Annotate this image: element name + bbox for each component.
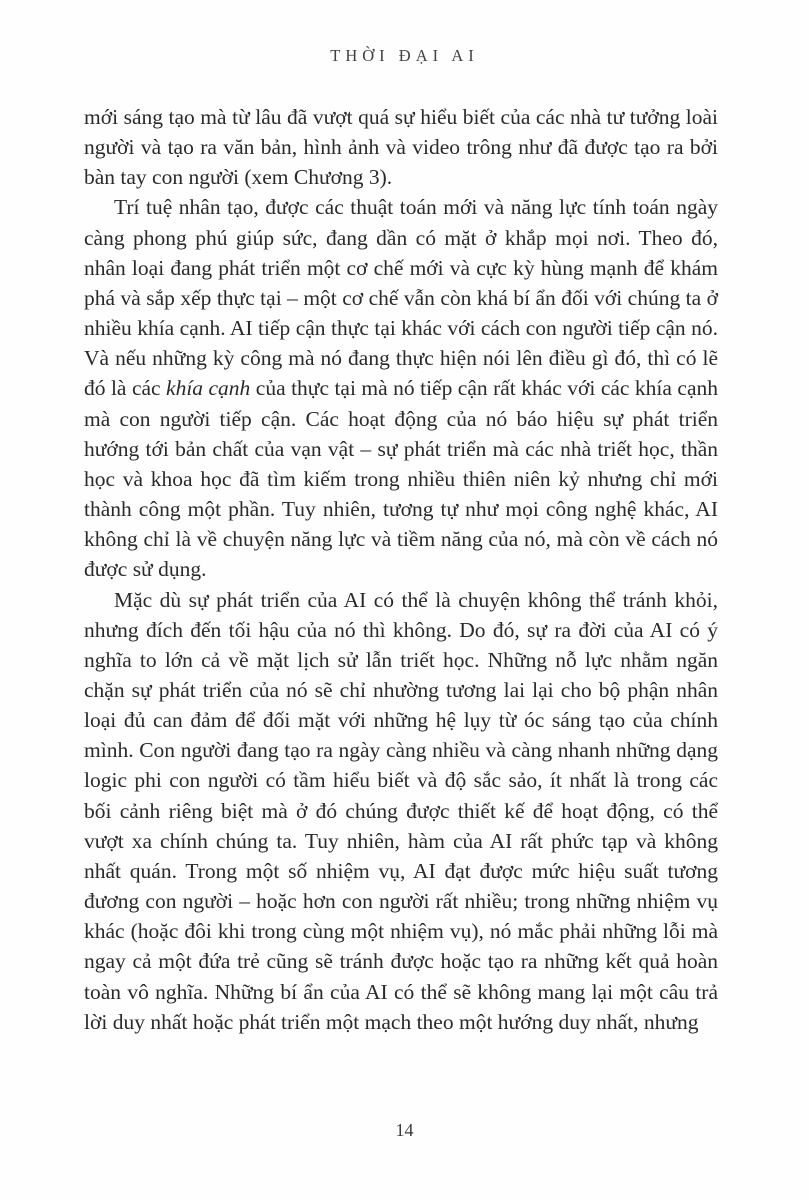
running-head [0, 46, 809, 66]
page-number: 14 [395, 1120, 414, 1140]
text-segment: mới sáng tạo mà từ lâu đã vượt quá sự hiểu biết của các nhà tư tưởng loài người và tạo ra văn bản, hình ảnh và video trông như đã được tạo ra bởi bàn tay con người (xem Chương 3). [84, 105, 718, 190]
paragraph [84, 102, 718, 192]
text-segment: Trí tuệ nhân tạo, được các thuật toán mới và năng lực tính toán ngày càng phong phú giúp sức, đang dần có mặt ở khắp mọi nơi. Theo đó, nhân loại đang phát triển một cơ chế mới và cực kỳ hùng mạnh để khám phá và sắp xếp thực tại – một cơ chế vẫn còn khá bí ẩn đối với chúng ta ở nhiều khía cạnh. AI tiếp cận thực tại khác với cách con người tiếp cận nó. Và nếu những kỳ công mà nó đang thực hiện nói lên điều gì đó, thì có lẽ đó là các [84, 195, 718, 401]
book-title: THỜI ĐẠI AI [330, 46, 479, 65]
italic-phrase: khía cạnh [166, 376, 251, 401]
paragraph [84, 192, 718, 584]
text-segment: của thực tại mà nó tiếp cận rất khác với các khía cạnh mà con người tiếp cận. Các hoạt động của nó báo hiệu sự phát triển hướng tới bản chất của vạn vật – sự phát triển mà các nhà triết học, thần học và khoa học đã tìm kiếm trong nhiều thiên niên kỷ nhưng chỉ mới thành công một phần. Tuy nhiên, tương tự như mọi công nghệ khác, AI không chỉ là về chuyện năng lực và tiềm năng của nó, mà còn về cách nó được sử dụng. [84, 376, 718, 582]
page-footer [0, 1120, 809, 1141]
body-text [84, 102, 718, 1037]
text-segment: Mặc dù sự phát triển của AI có thể là chuyện không thể tránh khỏi, nhưng đích đến tối hậu của nó thì không. Do đó, sự ra đời của AI có ý nghĩa to lớn cả về mặt lịch sử lẫn triết học. Những nỗ lực nhằm ngăn chặn sự phát triển của nó sẽ chỉ nhường tương lai lại cho bộ phận nhân loại đủ can đảm để đối mặt với những hệ lụy từ óc sáng tạo của chính mình. Con người đang tạo ra ngày càng nhiều và càng nhanh những dạng logic phi con người có tầm hiểu biết và độ sắc sảo, ít nhất là trong các bối cảnh riêng biệt mà ở đó chúng được thiết kế để hoạt động, có thể vượt xa chính chúng ta. Tuy nhiên, hàm của AI rất phức tạp và không nhất quán. Trong một số nhiệm vụ, AI đạt được mức hiệu suất tương đương con người – hoặc hơn con người rất nhiều; trong những nhiệm vụ khác (hoặc đôi khi trong cùng một nhiệm vụ), nó mắc phải những lỗi mà ngay cả một đứa trẻ cũng sẽ tránh được hoặc tạo ra những kết quả hoàn toàn vô nghĩa. Những bí ẩn của AI có thể sẽ không mang lại một câu trả lời duy nhất hoặc phát triển một mạch theo một hướng duy nhất, nhưng [84, 587, 718, 1034]
paragraph [84, 585, 718, 1037]
